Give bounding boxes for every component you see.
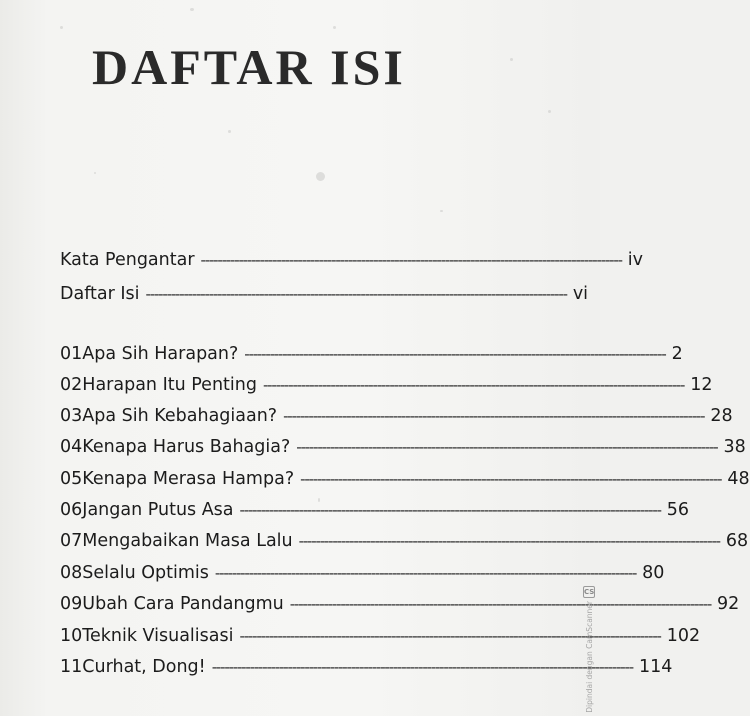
toc-leader-dashes: ---------------------------------------------------------------------------------------------------- (200, 251, 622, 269)
toc-chapter-03 (60, 402, 733, 430)
toc-leader-dashes: ---------------------------------------------------------------------------------------------------- (214, 564, 637, 582)
toc-page-number: 68 (725, 531, 749, 551)
toc-entry-kata-pengantar (60, 246, 644, 274)
toc-entry-label: Kenapa Merasa Hampa? (82, 469, 295, 489)
scan-speck (316, 172, 325, 181)
toc-leader-dashes: ---------------------------------------------------------------------------------------------------- (300, 470, 722, 488)
camscanner-logo-icon: CS (584, 588, 595, 596)
toc-chapter-04 (60, 433, 746, 461)
scan-speck (60, 26, 63, 29)
toc-chapter-number: 03 (60, 406, 83, 426)
toc-entry-label: Apa Sih Harapan? (82, 344, 239, 364)
toc-chapter-02 (60, 371, 713, 399)
toc-leader-dashes: ---------------------------------------------------------------------------------------------------- (145, 285, 567, 303)
toc-page-number: 114 (638, 657, 673, 677)
toc-chapter-number: 01 (60, 344, 83, 364)
toc-page-number: 28 (710, 406, 733, 426)
toc-entry-label: Mengabaikan Masa Lalu (82, 531, 293, 551)
toc-entry-label: Selalu Optimis (82, 563, 209, 583)
toc-page-number: 56 (666, 500, 690, 520)
scanner-watermark-text: Dipindai dengan CamScanner (584, 601, 594, 713)
scanner-watermark (582, 586, 596, 713)
toc-leader-dashes: ---------------------------------------------------------------------------------------------------- (244, 345, 666, 363)
toc-leader-dashes: ---------------------------------------------------------------------------------------------------- (262, 376, 685, 394)
toc-leader-dashes: ---------------------------------------------------------------------------------------------------- (289, 595, 712, 613)
toc-entry-label: Kenapa Harus Bahagia? (82, 437, 291, 457)
toc-entry-label: Teknik Visualisasi (82, 626, 234, 646)
toc-chapter-number: 11 (60, 657, 83, 677)
toc-chapter-06 (60, 496, 690, 524)
toc-entry-label: Kata Pengantar (60, 250, 195, 270)
scan-speck (548, 110, 551, 113)
toc-chapter-07 (60, 527, 749, 555)
toc-page-number: 12 (690, 375, 713, 395)
toc-chapter-number: 09 (60, 594, 83, 614)
toc-leader-dashes: ---------------------------------------------------------------------------------------------------- (211, 658, 633, 676)
scan-speck (333, 26, 336, 29)
toc-entry-label: Harapan Itu Penting (82, 375, 257, 395)
scan-speck (190, 8, 194, 11)
toc-chapter-number: 08 (60, 563, 83, 583)
page-title: DAFTAR ISI (92, 39, 406, 95)
scan-speck (94, 172, 96, 174)
toc-entry-label: Apa Sih Kebahagiaan? (82, 406, 278, 426)
toc-page-number: 102 (666, 626, 701, 646)
toc-leader-dashes: ---------------------------------------------------------------------------------------------------- (239, 627, 661, 645)
toc-page-number: 48 (727, 469, 750, 489)
toc-leader-dashes: ---------------------------------------------------------------------------------------------------- (298, 532, 720, 550)
toc-chapter-10 (60, 622, 701, 650)
toc-chapter-08 (60, 559, 665, 587)
toc-chapter-number: 06 (60, 500, 83, 520)
toc-page-number: 38 (723, 437, 746, 457)
toc-entry-label: Jangan Putus Asa (82, 500, 234, 520)
toc-chapter-number: 04 (60, 437, 83, 457)
toc-entry-label: Daftar Isi (60, 284, 140, 304)
toc-chapter-11 (60, 653, 673, 681)
toc-chapter-number: 05 (60, 469, 83, 489)
toc-chapter-number: 10 (60, 626, 83, 646)
toc-page-number: 92 (717, 594, 740, 614)
toc-leader-dashes: ---------------------------------------------------------------------------------------------------- (296, 438, 718, 456)
toc-entry-daftar-isi (60, 280, 589, 308)
toc-page-number: 2 (671, 344, 683, 364)
toc-chapter-number: 07 (60, 531, 83, 551)
toc-entry-label: Curhat, Dong! (82, 657, 206, 677)
toc-page-number: vi (572, 284, 589, 304)
toc-chapter-number: 02 (60, 375, 83, 395)
toc-chapter-05 (60, 465, 750, 493)
scan-speck (440, 210, 443, 212)
toc-chapter-01 (60, 340, 683, 368)
scan-speck (510, 58, 513, 61)
toc-leader-dashes: ---------------------------------------------------------------------------------------------------- (239, 501, 661, 519)
toc-page-number: 80 (642, 563, 665, 583)
toc-leader-dashes: ---------------------------------------------------------------------------------------------------- (283, 407, 705, 425)
toc-page-number: iv (627, 250, 644, 270)
scan-speck (228, 130, 231, 133)
toc-entry-label: Ubah Cara Pandangmu (82, 594, 284, 614)
